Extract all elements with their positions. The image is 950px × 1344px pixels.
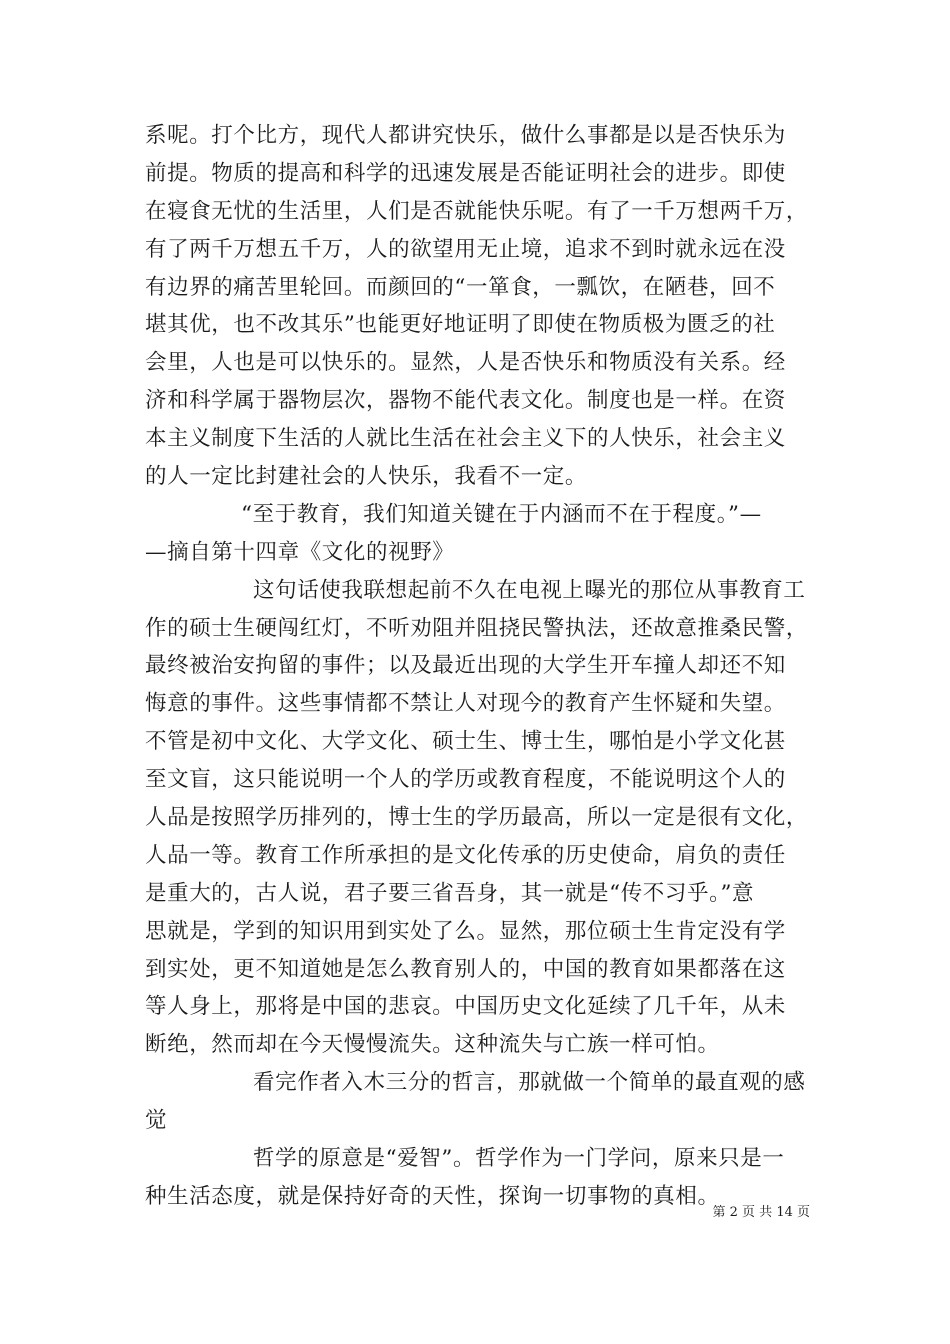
text-line: 到实处，更不知道她是怎么教育别人的，中国的教育如果都落在这: [145, 956, 786, 982]
text-line: 是重大的，古人说，君子要三省吾身，其一就是“传不习乎。”意: [145, 880, 755, 906]
text-line: 种生活态度，就是保持好奇的天性，探询一切事物的真相。: [145, 1183, 720, 1209]
document-body: [145, 117, 807, 1216]
text-line: 思就是，学到的知识用到实处了么。显然，那位硕士生肯定没有学: [145, 918, 786, 944]
text-line: 悔意的事件。这些事情都不禁让人对现今的教育产生怀疑和失望。: [145, 691, 786, 717]
text-line: 人品一等。教育工作所承担的是文化传承的历史使命，肩负的责任: [145, 842, 786, 868]
text-line: 看完作者入木三分的哲言，那就做一个简单的最直观的感: [253, 1070, 806, 1096]
text-line: 不管是初中文化、大学文化、硕士生、博士生，哪怕是小学文化甚: [145, 729, 786, 755]
text-line: 觉: [145, 1108, 168, 1134]
text-line: 等人身上，那将是中国的悲哀。中国历史文化延续了几千年，从未: [145, 994, 786, 1020]
text-line: 这句话使我联想起前不久在电视上曝光的那位从事教育工: [253, 577, 806, 603]
text-line: 有了两千万想五千万，人的欲望用无止境，追求不到时就永远在没: [145, 236, 786, 262]
text-line: 济和科学属于器物层次，器物不能代表文化。制度也是一样。在资: [145, 388, 786, 414]
page-number-footer: 第 2 页 共 14 页: [712, 1205, 810, 1220]
text-line: 本主义制度下生活的人就比生活在社会主义下的人快乐，社会主义: [145, 426, 786, 452]
text-line: 有边界的痛苦里轮回。而颜回的“一箪食，一瓢饮，在陋巷，回不: [145, 274, 776, 300]
text-line: 堪其优，也不改其乐”也能更好地证明了即使在物质极为匮乏的社: [145, 312, 776, 338]
text-line: 哲学的原意是“爱智”。哲学作为一门学问，原来只是一: [253, 1146, 785, 1172]
text-line: 系呢。打个比方，现代人都讲究快乐，做什么事都是以是否快乐为: [145, 123, 786, 148]
text-line: 前提。物质的提高和科学的迅速发展是否能证明社会的进步。即使: [145, 160, 786, 186]
text-line: 作的硕士生硬闯红灯，不听劝阻并阻挠民警执法，还故意推桑民警，: [145, 615, 809, 641]
text-line: 会里，人也是可以快乐的。显然，人是否快乐和物质没有关系。经: [145, 350, 786, 376]
text-line: 断绝，然而却在今天慢慢流失。这种流失与亡族一样可怕。: [145, 1032, 720, 1058]
quote-line: “至于教育，我们知道关键在于内涵而不在于程度。”—: [241, 501, 762, 527]
text-line: 在寝食无忧的生活里，人们是否就能快乐呢。有了一千万想两千万，: [145, 198, 809, 224]
quote-source-line: —摘自第十四章《文化的视野》: [145, 539, 455, 565]
text-line: 至文盲，这只能说明一个人的学历或教育程度，不能说明这个人的: [145, 767, 786, 793]
text-line: 的人一定比封建社会的人快乐，我看不一定。: [145, 464, 588, 490]
text-line: 最终被治安拘留的事件；以及最近出现的大学生开车撞人却还不知: [145, 653, 786, 679]
text-line: 人品是按照学历排列的，博士生的学历最高，所以一定是很有文化，: [145, 805, 809, 831]
